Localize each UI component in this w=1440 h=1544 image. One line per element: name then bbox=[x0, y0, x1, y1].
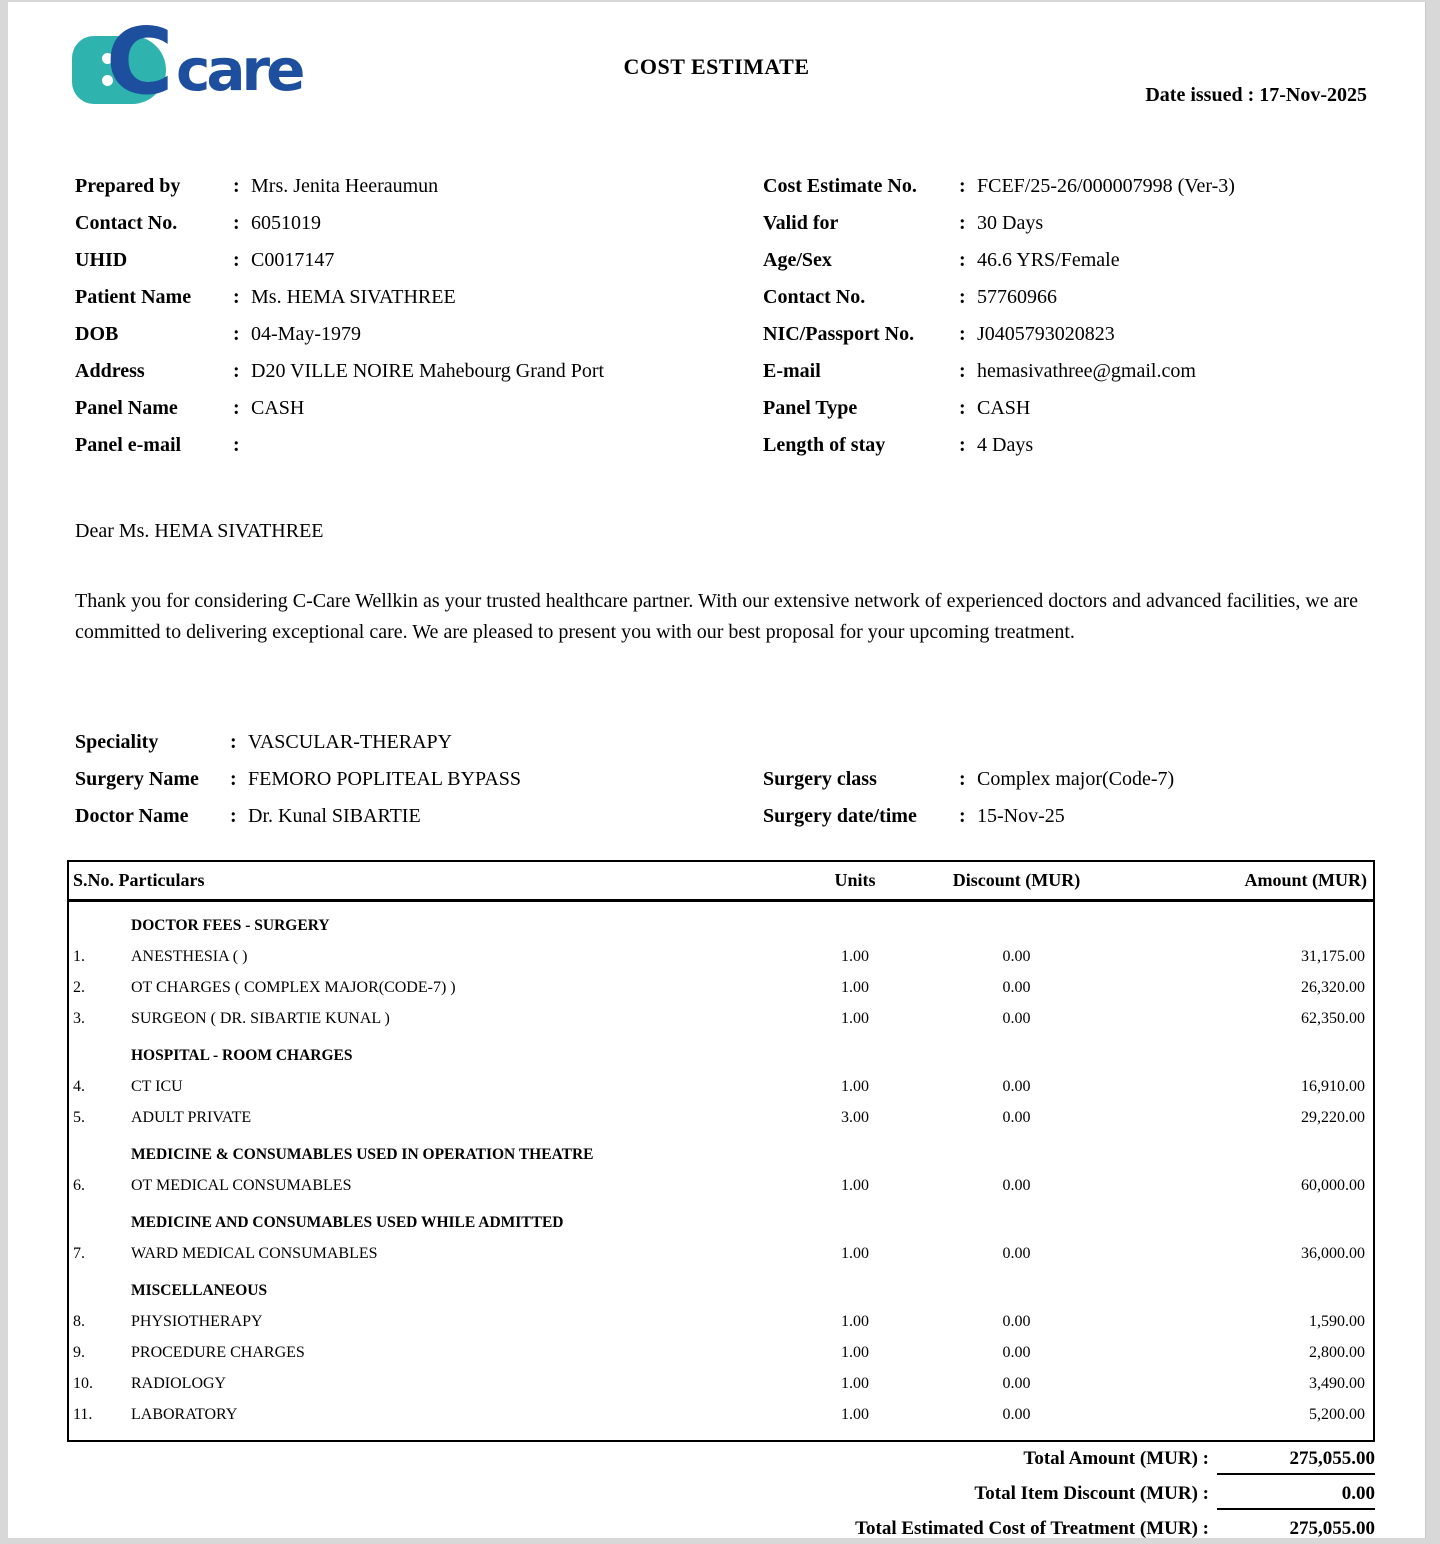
total-label: Total Estimated Cost of Treatment (MUR) : bbox=[855, 1518, 1209, 1538]
info-label: Panel e-mail bbox=[75, 434, 182, 456]
total-row bbox=[67, 1518, 1375, 1538]
document-page bbox=[8, 2, 1426, 1538]
row-units: 1.00 bbox=[841, 947, 869, 965]
table-row bbox=[69, 1306, 1373, 1337]
colon: : bbox=[233, 323, 240, 345]
info-row bbox=[763, 205, 1387, 242]
row-units: 1.00 bbox=[841, 978, 869, 996]
total-value: 275,055.00 bbox=[1217, 1518, 1375, 1538]
colon: : bbox=[959, 805, 966, 827]
colon: : bbox=[233, 397, 240, 419]
letter-body: Thank you for considering C-Care Wellkin as your trusted healthcare partner. With our extensive network of experienced doctors and advanced facilities, we are committed to delivering exceptional care. We are pleased to present you with our best proposal for your upcoming treatment. bbox=[75, 590, 1359, 643]
row-discount: 0.00 bbox=[1002, 1244, 1031, 1262]
info-row bbox=[763, 427, 1387, 464]
section-title: MEDICINE & CONSUMABLES USED IN OPERATION THEATRE bbox=[131, 1145, 594, 1163]
row-amount: 31,175.00 bbox=[1301, 947, 1365, 965]
letter-salutation: Dear Ms. HEMA SIVATHREE bbox=[75, 520, 324, 542]
table-section-row bbox=[69, 904, 1373, 941]
row-units: 1.00 bbox=[841, 1312, 869, 1330]
info-row bbox=[75, 242, 735, 279]
row-sno: 11. bbox=[73, 1405, 93, 1423]
info-label: Surgery Name bbox=[75, 768, 199, 790]
section-title: DOCTOR FEES - SURGERY bbox=[131, 916, 330, 934]
info-value: 6051019 bbox=[251, 212, 321, 234]
table-section-row bbox=[69, 1201, 1373, 1238]
row-particulars: ANESTHESIA ( ) bbox=[131, 947, 248, 965]
info-label: Doctor Name bbox=[75, 805, 189, 827]
row-discount: 0.00 bbox=[1002, 1009, 1031, 1027]
row-discount: 0.00 bbox=[1002, 1176, 1031, 1194]
info-row bbox=[75, 205, 735, 242]
page-title: COST ESTIMATE bbox=[623, 54, 810, 79]
info-row bbox=[763, 353, 1387, 390]
row-discount: 0.00 bbox=[1002, 1405, 1031, 1423]
row-amount: 5,200.00 bbox=[1309, 1405, 1365, 1423]
patient-info-left-column bbox=[75, 168, 735, 464]
row-discount: 0.00 bbox=[1002, 1374, 1031, 1392]
row-sno: 10. bbox=[73, 1374, 93, 1392]
info-value: CASH bbox=[977, 397, 1031, 419]
info-label: Address bbox=[75, 360, 145, 382]
info-value: 15-Nov-25 bbox=[977, 805, 1065, 827]
row-discount: 0.00 bbox=[1002, 1077, 1031, 1095]
info-row bbox=[75, 168, 735, 205]
colon: : bbox=[233, 286, 240, 308]
info-row bbox=[763, 168, 1387, 205]
row-units: 3.00 bbox=[841, 1108, 869, 1126]
charges-table-header bbox=[69, 862, 1373, 902]
total-label: Total Amount (MUR) : bbox=[1023, 1448, 1209, 1469]
info-label: Prepared by bbox=[75, 175, 181, 197]
table-row bbox=[69, 1003, 1373, 1034]
row-particulars: PROCEDURE CHARGES bbox=[131, 1343, 305, 1361]
total-row bbox=[67, 1483, 1375, 1518]
info-row bbox=[75, 353, 735, 390]
colon: : bbox=[959, 323, 966, 345]
info-row bbox=[763, 390, 1387, 427]
info-label: DOB bbox=[75, 323, 119, 345]
info-label: Cost Estimate No. bbox=[763, 175, 917, 197]
colon: : bbox=[230, 731, 237, 753]
row-amount: 26,320.00 bbox=[1301, 978, 1365, 996]
info-value: 57760966 bbox=[977, 286, 1057, 308]
table-section-row bbox=[69, 1133, 1373, 1170]
colon: : bbox=[959, 175, 966, 197]
row-particulars: CT ICU bbox=[131, 1077, 183, 1095]
colon: : bbox=[959, 360, 966, 382]
row-sno: 7. bbox=[73, 1244, 85, 1262]
info-value: J0405793020823 bbox=[977, 323, 1115, 345]
info-label: UHID bbox=[75, 249, 128, 271]
info-row bbox=[75, 798, 735, 835]
row-sno: 2. bbox=[73, 978, 85, 996]
charges-table-body bbox=[69, 902, 1373, 1440]
row-amount: 16,910.00 bbox=[1301, 1077, 1365, 1095]
info-value: hemasivathree@gmail.com bbox=[977, 360, 1196, 382]
info-value: 4 Days bbox=[977, 434, 1034, 456]
patient-info-right-column bbox=[763, 168, 1387, 464]
row-amount: 29,220.00 bbox=[1301, 1108, 1365, 1126]
row-units: 1.00 bbox=[841, 1244, 869, 1262]
table-section-row bbox=[69, 1269, 1373, 1306]
row-units: 1.00 bbox=[841, 1343, 869, 1361]
logo-c-mark: C bbox=[106, 8, 170, 115]
info-row bbox=[763, 798, 1387, 835]
colon: : bbox=[959, 397, 966, 419]
info-label: Surgery date/time bbox=[763, 805, 917, 827]
info-row bbox=[75, 427, 735, 464]
row-sno: 8. bbox=[73, 1312, 85, 1330]
row-discount: 0.00 bbox=[1002, 947, 1031, 965]
row-amount: 36,000.00 bbox=[1301, 1244, 1365, 1262]
table-row bbox=[69, 1170, 1373, 1201]
row-sno: 1. bbox=[73, 947, 85, 965]
colon: : bbox=[959, 249, 966, 271]
row-discount: 0.00 bbox=[1002, 1343, 1031, 1361]
charges-table bbox=[67, 860, 1375, 1442]
info-row bbox=[763, 279, 1387, 316]
info-row bbox=[763, 761, 1387, 798]
info-label: Contact No. bbox=[763, 286, 866, 308]
info-value: 04-May-1979 bbox=[251, 323, 361, 345]
table-row bbox=[69, 1238, 1373, 1269]
colon: : bbox=[959, 768, 966, 790]
info-row bbox=[75, 316, 735, 353]
info-row bbox=[763, 242, 1387, 279]
info-value: Mrs. Jenita Heeraumun bbox=[251, 175, 439, 197]
row-sno: 6. bbox=[73, 1176, 85, 1194]
row-particulars: WARD MEDICAL CONSUMABLES bbox=[131, 1244, 378, 1262]
row-particulars: PHYSIOTHERAPY bbox=[131, 1312, 263, 1330]
logo-care-text: care bbox=[176, 36, 302, 104]
row-sno: 5. bbox=[73, 1108, 85, 1126]
date-issued-label: Date issued : bbox=[1145, 84, 1255, 106]
info-value: D20 VILLE NOIRE Mahebourg Grand Port bbox=[251, 360, 605, 382]
row-units: 1.00 bbox=[841, 1374, 869, 1392]
row-units: 1.00 bbox=[841, 1077, 869, 1095]
info-row bbox=[75, 279, 735, 316]
row-units: 1.00 bbox=[841, 1405, 869, 1423]
info-label: Contact No. bbox=[75, 212, 178, 234]
info-value: VASCULAR-THERAPY bbox=[248, 731, 453, 753]
info-label: Panel Name bbox=[75, 397, 178, 419]
total-row bbox=[67, 1448, 1375, 1483]
info-value: Dr. Kunal SIBARTIE bbox=[248, 805, 421, 827]
colon: : bbox=[233, 212, 240, 234]
row-discount: 0.00 bbox=[1002, 978, 1031, 996]
row-particulars: OT MEDICAL CONSUMABLES bbox=[131, 1176, 352, 1194]
info-label: Patient Name bbox=[75, 286, 192, 308]
date-issued-value: 17-Nov-2025 bbox=[1259, 84, 1367, 106]
info-row bbox=[763, 316, 1387, 353]
info-label: NIC/Passport No. bbox=[763, 323, 915, 345]
total-value: 275,055.00 bbox=[1217, 1448, 1375, 1475]
section-title: MEDICINE AND CONSUMABLES USED WHILE ADMITTED bbox=[131, 1213, 564, 1231]
row-amount: 62,350.00 bbox=[1301, 1009, 1365, 1027]
row-discount: 0.00 bbox=[1002, 1108, 1031, 1126]
colon: : bbox=[230, 768, 237, 790]
info-row bbox=[75, 724, 735, 761]
total-value: 0.00 bbox=[1217, 1483, 1375, 1510]
colon: : bbox=[233, 249, 240, 271]
colon: : bbox=[230, 805, 237, 827]
row-sno: 4. bbox=[73, 1077, 85, 1095]
totals-section bbox=[67, 1448, 1375, 1538]
row-units: 1.00 bbox=[841, 1009, 869, 1027]
info-label: Speciality bbox=[75, 731, 159, 753]
total-label: Total Item Discount (MUR) : bbox=[974, 1483, 1209, 1504]
row-discount: 0.00 bbox=[1002, 1312, 1031, 1330]
info-row bbox=[75, 761, 735, 798]
colon: : bbox=[233, 175, 240, 197]
info-label: Surgery class bbox=[763, 768, 877, 790]
info-value: C0017147 bbox=[251, 249, 335, 271]
col-header-units: Units bbox=[834, 870, 876, 890]
info-label: Valid for bbox=[763, 212, 839, 234]
table-section-row bbox=[69, 1034, 1373, 1071]
info-value: 30 Days bbox=[977, 212, 1044, 234]
info-row bbox=[75, 390, 735, 427]
row-particulars: ADULT PRIVATE bbox=[131, 1108, 252, 1126]
info-label: Length of stay bbox=[763, 434, 886, 456]
row-sno: 9. bbox=[73, 1343, 85, 1361]
info-value: CASH bbox=[251, 397, 305, 419]
info-value: 46.6 YRS/Female bbox=[977, 249, 1120, 271]
colon: : bbox=[959, 286, 966, 308]
row-sno: 3. bbox=[73, 1009, 85, 1027]
row-amount: 2,800.00 bbox=[1309, 1343, 1365, 1361]
col-header-sno-particulars: S.No. Particulars bbox=[73, 870, 205, 890]
col-header-amount: Amount (MUR) bbox=[1244, 870, 1367, 890]
table-row bbox=[69, 1071, 1373, 1102]
table-row bbox=[69, 1368, 1373, 1399]
info-value: Ms. HEMA SIVATHREE bbox=[251, 286, 456, 308]
table-row bbox=[69, 972, 1373, 1003]
row-amount: 3,490.00 bbox=[1309, 1374, 1365, 1392]
table-row bbox=[69, 1337, 1373, 1368]
section-title: MISCELLANEOUS bbox=[131, 1281, 268, 1299]
surgery-info-left-column bbox=[75, 724, 735, 835]
info-label: Age/Sex bbox=[763, 249, 832, 271]
date-issued bbox=[1145, 84, 1367, 107]
surgery-info-right-column bbox=[763, 761, 1387, 835]
row-particulars: OT CHARGES ( COMPLEX MAJOR(CODE-7) ) bbox=[131, 978, 456, 996]
colon: : bbox=[959, 434, 966, 456]
row-particulars: SURGEON ( DR. SIBARTIE KUNAL ) bbox=[131, 1009, 390, 1027]
info-value: FCEF/25-26/000007998 (Ver-3) bbox=[977, 175, 1235, 197]
colon: : bbox=[959, 212, 966, 234]
table-row bbox=[69, 1102, 1373, 1133]
info-value: Complex major(Code-7) bbox=[977, 768, 1175, 790]
row-amount: 1,590.00 bbox=[1309, 1312, 1365, 1330]
colon: : bbox=[233, 434, 240, 456]
table-row bbox=[69, 941, 1373, 972]
row-amount: 60,000.00 bbox=[1301, 1176, 1365, 1194]
info-label: Panel Type bbox=[763, 397, 858, 419]
info-value: FEMORO POPLITEAL BYPASS bbox=[248, 768, 522, 790]
colon: : bbox=[233, 360, 240, 382]
row-units: 1.00 bbox=[841, 1176, 869, 1194]
row-particulars: RADIOLOGY bbox=[131, 1374, 227, 1392]
col-header-discount: Discount (MUR) bbox=[952, 870, 1081, 890]
section-title: HOSPITAL - ROOM CHARGES bbox=[131, 1046, 353, 1064]
table-row bbox=[69, 1399, 1373, 1430]
row-particulars: LABORATORY bbox=[131, 1405, 238, 1423]
info-label: E-mail bbox=[763, 360, 821, 382]
